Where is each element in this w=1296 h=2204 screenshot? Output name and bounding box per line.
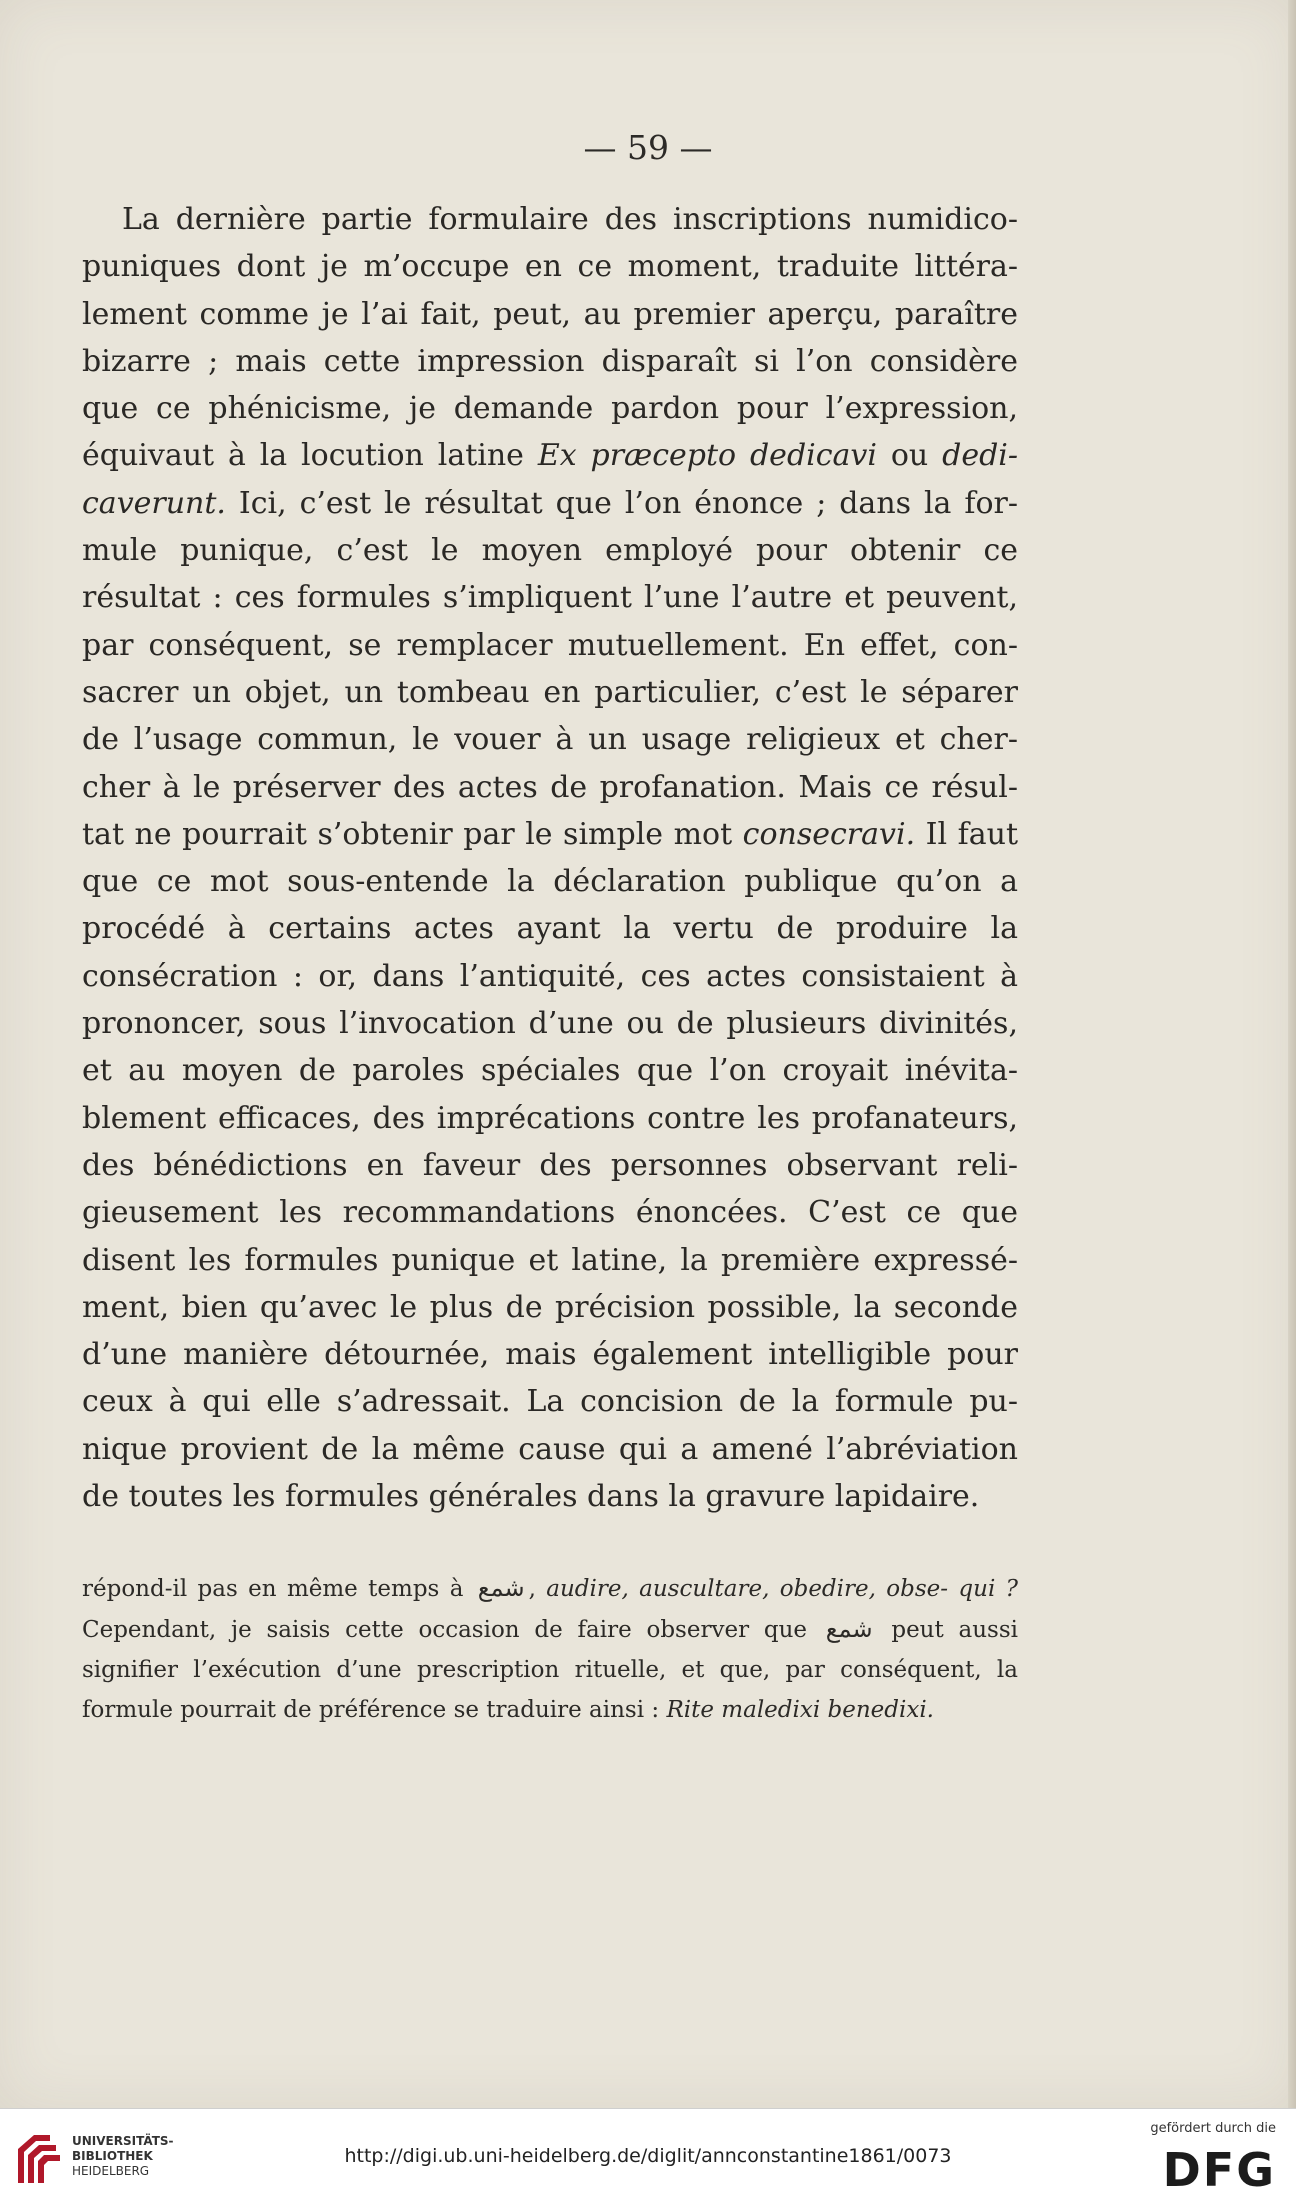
latin-phrase: Ex præcepto dedicavi	[537, 438, 877, 474]
dfg-logo: DFG	[1162, 2143, 1276, 2197]
text-line: consécration : or, dans l’antiquité, ces actes consistaient à	[82, 958, 1018, 994]
page-number: — 59 —	[583, 128, 713, 167]
text-line: sacrer un objet, un tombeau en particulier, c’est le séparer	[82, 674, 1018, 710]
text-line: cher à le préserver des actes de profanation. Mais ce résul-	[82, 769, 1018, 805]
page-edge	[1288, 0, 1296, 2108]
latin-term: qui ?	[958, 1576, 1019, 1602]
text-fragment: Il	[915, 816, 948, 852]
source-url-link[interactable]: http://digi.ub.uni-heidelberg.de/diglit/annconstantine1861/0073	[344, 2145, 952, 2167]
text-line: lement comme je l’ai fait, peut, au premier aperçu, paraître	[82, 296, 1018, 332]
latin-word-part: dedi-	[942, 438, 1019, 474]
text-line: blement efficaces, des imprécations contre les profanateurs,	[82, 1100, 1018, 1136]
text-line: par conséquent, se remplacer mutuellement. En effet, con-	[82, 627, 1018, 663]
text-line: que ce phénicisme, je demande pardon pour l’expression,	[82, 391, 1018, 427]
arabic-word: شمع	[477, 1574, 525, 1602]
text-line: de l’usage commun, le vouer à un usage religieux et cher-	[82, 722, 1018, 758]
footnote-text: ,	[528, 1576, 547, 1602]
library-name-line: UNIVERSITÄTS-	[72, 2134, 174, 2148]
text-line: ceux à qui elle s’adressait. La concision de la formule pu-	[82, 1384, 1018, 1420]
text-line: bizarre ; mais cette impression disparaît si l’on considère	[82, 343, 1018, 379]
text-line: a procédé à certains actes ayant la vertu de produire la	[82, 864, 1018, 947]
text-line: de toutes les formules générales dans la gravure lapidaire.	[82, 1479, 980, 1515]
text-line: nique provient de la même cause qui a amené l’abréviation	[82, 1431, 1018, 1467]
footnote	[82, 1568, 1018, 1730]
text-line: tat ne pourrait s’obtenir par le simple mot	[82, 816, 743, 852]
text-line: prononcer, sous l’invocation d’une ou de plusieurs divinités,	[82, 1006, 1018, 1042]
text-line: La dernière partie formulaire des inscriptions numidico-	[122, 202, 1018, 237]
text-line: disent les formules punique et latine, la première expressé-	[82, 1242, 1018, 1278]
text-line: gieusement les recommandations énoncées. C’est ce que	[82, 1195, 1018, 1231]
text-fragment: ou	[876, 438, 943, 474]
funding-label: gefördert durch die	[1150, 2121, 1276, 2136]
arabic-word: شمع	[825, 1615, 873, 1643]
latin-word-part: caverunt.	[82, 485, 226, 521]
text-line: et au moyen de paroles spéciales que l’on croyait inévita-	[82, 1053, 1018, 1089]
latin-word: consecravi.	[742, 816, 916, 852]
text-line: résultat : ces formules s’impliquent l’une l’autre et peuvent,	[82, 580, 1018, 616]
text-line: puniques dont je m’occupe en ce moment, traduite littéra-	[82, 249, 1018, 285]
text-line: équivaut à la locution latine	[82, 438, 538, 474]
digitization-footer	[0, 2108, 1296, 2204]
footnote-text: Cependant, je saisis cette occasion de faire observer que	[82, 1617, 822, 1643]
text-line: des bénédictions en faveur des personnes observant reli-	[82, 1147, 1018, 1183]
main-paragraph	[82, 196, 1018, 1520]
text-line: mule punique, c’est le moyen employé pour obtenir ce	[82, 533, 1018, 569]
footnote-text: répond-il pas en même temps à	[82, 1576, 474, 1602]
library-name-line: BIBLIOTHEK	[72, 2149, 153, 2163]
latin-terms: audire, auscultare, obedire, obse-	[546, 1576, 949, 1602]
footnote-text: peut aussi signifier l’exécution d’une prescription rituelle, et que, par conséquent, la formule pourrait de préférence se traduire ainsi :	[82, 1617, 1019, 1723]
text-line: d’une manière détournée, mais également intelligible pour	[82, 1337, 1018, 1373]
text-line: faut que ce mot sous-entende la déclaration publique qu’on	[82, 816, 1019, 900]
text-line: ment, bien qu’avec le plus de précision possible, la seconde	[82, 1289, 1018, 1325]
text-line: Ici, c’est le résultat que l’on énonce ; dans la for-	[225, 485, 1018, 521]
latin-translation: Rite maledixi benedixi.	[666, 1697, 934, 1723]
library-name-line: HEIDELBERG	[72, 2164, 150, 2178]
